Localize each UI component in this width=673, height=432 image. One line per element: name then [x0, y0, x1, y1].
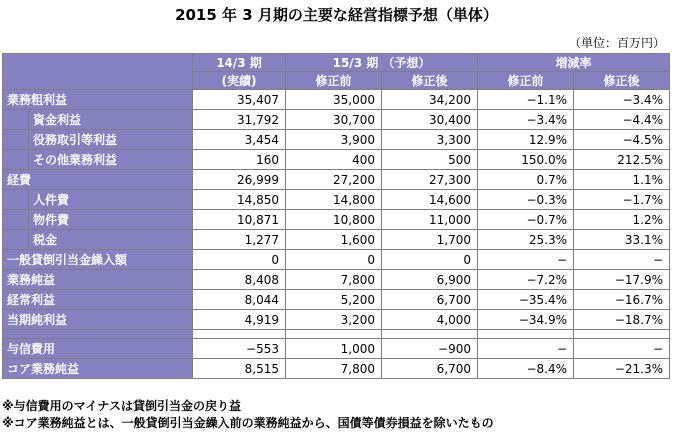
- cell-value: 0: [193, 250, 286, 270]
- cell-value: −: [574, 250, 670, 270]
- cell-value: −0.7%: [478, 210, 574, 230]
- table-row: [3, 310, 670, 330]
- header-fy15-before: 修正前: [286, 72, 382, 90]
- header-change-after: 修正後: [574, 72, 670, 90]
- cell-value: 0: [382, 250, 478, 270]
- row-label: [3, 330, 193, 339]
- cell-value: 27,200: [286, 170, 382, 190]
- table-row: [3, 170, 670, 190]
- cell-value: 6,700: [382, 290, 478, 310]
- cell-value: 4,919: [193, 310, 286, 330]
- cell-value: 3,200: [286, 310, 382, 330]
- unit-label: （単位：百万円）: [568, 36, 665, 50]
- cell-value: 6,700: [382, 359, 478, 379]
- table-row: [3, 90, 670, 110]
- row-label: コア業務純益: [3, 359, 193, 379]
- cell-value: 3,454: [193, 130, 286, 150]
- header-change-top: 増減率: [478, 54, 670, 72]
- table-row: [3, 330, 670, 339]
- cell-value: 10,800: [286, 210, 382, 230]
- cell-value: 7,800: [286, 359, 382, 379]
- row-indent: [3, 150, 29, 170]
- row-indent: [3, 230, 29, 250]
- indicator-table: [2, 53, 670, 379]
- cell-value: −: [574, 339, 670, 359]
- page-title: 2015 年 3 月期の主要な経営指標予想（単体）: [175, 6, 498, 24]
- cell-value: 1,600: [286, 230, 382, 250]
- row-label: 与信費用: [3, 339, 193, 359]
- cell-value: 212.5%: [574, 150, 670, 170]
- cell-value: 1,277: [193, 230, 286, 250]
- cell-value: −7.2%: [478, 270, 574, 290]
- cell-value: −21.3%: [574, 359, 670, 379]
- cell-value: −553: [193, 339, 286, 359]
- cell-value: −: [478, 339, 574, 359]
- header-change-before: 修正前: [478, 72, 574, 90]
- cell-value: 160: [193, 150, 286, 170]
- cell-value: −0.3%: [478, 190, 574, 210]
- header-row-1: [3, 54, 670, 72]
- table-row: [3, 190, 670, 210]
- cell-value: 500: [382, 150, 478, 170]
- cell-value: 30,400: [382, 110, 478, 130]
- cell-value: −: [478, 250, 574, 270]
- note-1: ※与信費用のマイナスは貸倒引当金の戻り益: [2, 399, 241, 413]
- row-label: 業務粗利益: [3, 90, 193, 110]
- cell-value: 0.7%: [478, 170, 574, 190]
- header-fy15-top: 15/3 期 （予想）: [286, 54, 478, 72]
- table-row: [3, 130, 670, 150]
- header-corner: [3, 54, 193, 90]
- cell-value: 1,700: [382, 230, 478, 250]
- cell-value: 25.3%: [478, 230, 574, 250]
- cell-value: 11,000: [382, 210, 478, 230]
- cell-value: 4,000: [382, 310, 478, 330]
- cell-value: 10,871: [193, 210, 286, 230]
- cell-value: −1.7%: [574, 190, 670, 210]
- row-label: 業務純益: [3, 270, 193, 290]
- cell-value: −16.7%: [574, 290, 670, 310]
- cell-value: −1.1%: [478, 90, 574, 110]
- row-indent: [3, 210, 29, 230]
- table-row: [3, 270, 670, 290]
- cell-value: −4.5%: [574, 130, 670, 150]
- cell-value: [286, 330, 382, 339]
- cell-value: 150.0%: [478, 150, 574, 170]
- row-label: 一般貸倒引当金繰入額: [3, 250, 193, 270]
- cell-value: [193, 330, 286, 339]
- cell-value: 35,407: [193, 90, 286, 110]
- cell-value: 27,300: [382, 170, 478, 190]
- row-label: 資金利益: [29, 110, 193, 130]
- cell-value: 14,800: [286, 190, 382, 210]
- cell-value: 8,515: [193, 359, 286, 379]
- cell-value: −3.4%: [574, 90, 670, 110]
- row-label: 税金: [29, 230, 193, 250]
- row-label: 人件費: [29, 190, 193, 210]
- cell-value: 6,900: [382, 270, 478, 290]
- cell-value: −17.9%: [574, 270, 670, 290]
- cell-value: 3,900: [286, 130, 382, 150]
- table-row: [3, 359, 670, 379]
- header-fy14-bottom: (実績): [193, 72, 286, 90]
- cell-value: 30,700: [286, 110, 382, 130]
- cell-value: −35.4%: [478, 290, 574, 310]
- table-row: [3, 110, 670, 130]
- cell-value: 14,600: [382, 190, 478, 210]
- cell-value: −8.4%: [478, 359, 574, 379]
- cell-value: 26,999: [193, 170, 286, 190]
- cell-value: 400: [286, 150, 382, 170]
- cell-value: 7,800: [286, 270, 382, 290]
- table-row: [3, 250, 670, 270]
- row-indent: [3, 130, 29, 150]
- cell-value: −3.4%: [478, 110, 574, 130]
- cell-value: [574, 330, 670, 339]
- cell-value: [478, 330, 574, 339]
- row-label: 経費: [3, 170, 193, 190]
- header-fy15-after: 修正後: [382, 72, 478, 90]
- cell-value: 8,408: [193, 270, 286, 290]
- row-label: 物件費: [29, 210, 193, 230]
- cell-value: 5,200: [286, 290, 382, 310]
- row-label: その他業務利益: [29, 150, 193, 170]
- cell-value: −900: [382, 339, 478, 359]
- cell-value: 12.9%: [478, 130, 574, 150]
- cell-value: 8,044: [193, 290, 286, 310]
- table-row: [3, 150, 670, 170]
- cell-value: 34,200: [382, 90, 478, 110]
- cell-value: −4.4%: [574, 110, 670, 130]
- row-label: 当期純利益: [3, 310, 193, 330]
- cell-value: 1.1%: [574, 170, 670, 190]
- table-row: [3, 290, 670, 310]
- table-row: [3, 210, 670, 230]
- row-indent: [3, 110, 29, 130]
- cell-value: 33.1%: [574, 230, 670, 250]
- table-row: [3, 230, 670, 250]
- cell-value: −18.7%: [574, 310, 670, 330]
- cell-value: 14,850: [193, 190, 286, 210]
- row-label: 経常利益: [3, 290, 193, 310]
- cell-value: 1.2%: [574, 210, 670, 230]
- cell-value: 1,000: [286, 339, 382, 359]
- cell-value: −34.9%: [478, 310, 574, 330]
- note-2: ※コア業務純益とは、一般貸倒引当金繰入前の業務純益から、国債等債券損益を除いたもの: [2, 416, 494, 430]
- row-indent: [3, 190, 29, 210]
- cell-value: 0: [286, 250, 382, 270]
- header-fy14-top: 14/3 期: [193, 54, 286, 72]
- table-row: [3, 339, 670, 359]
- cell-value: [382, 330, 478, 339]
- cell-value: 35,000: [286, 90, 382, 110]
- row-label: 役務取引等利益: [29, 130, 193, 150]
- cell-value: 3,300: [382, 130, 478, 150]
- table-body: [3, 90, 670, 379]
- cell-value: 31,792: [193, 110, 286, 130]
